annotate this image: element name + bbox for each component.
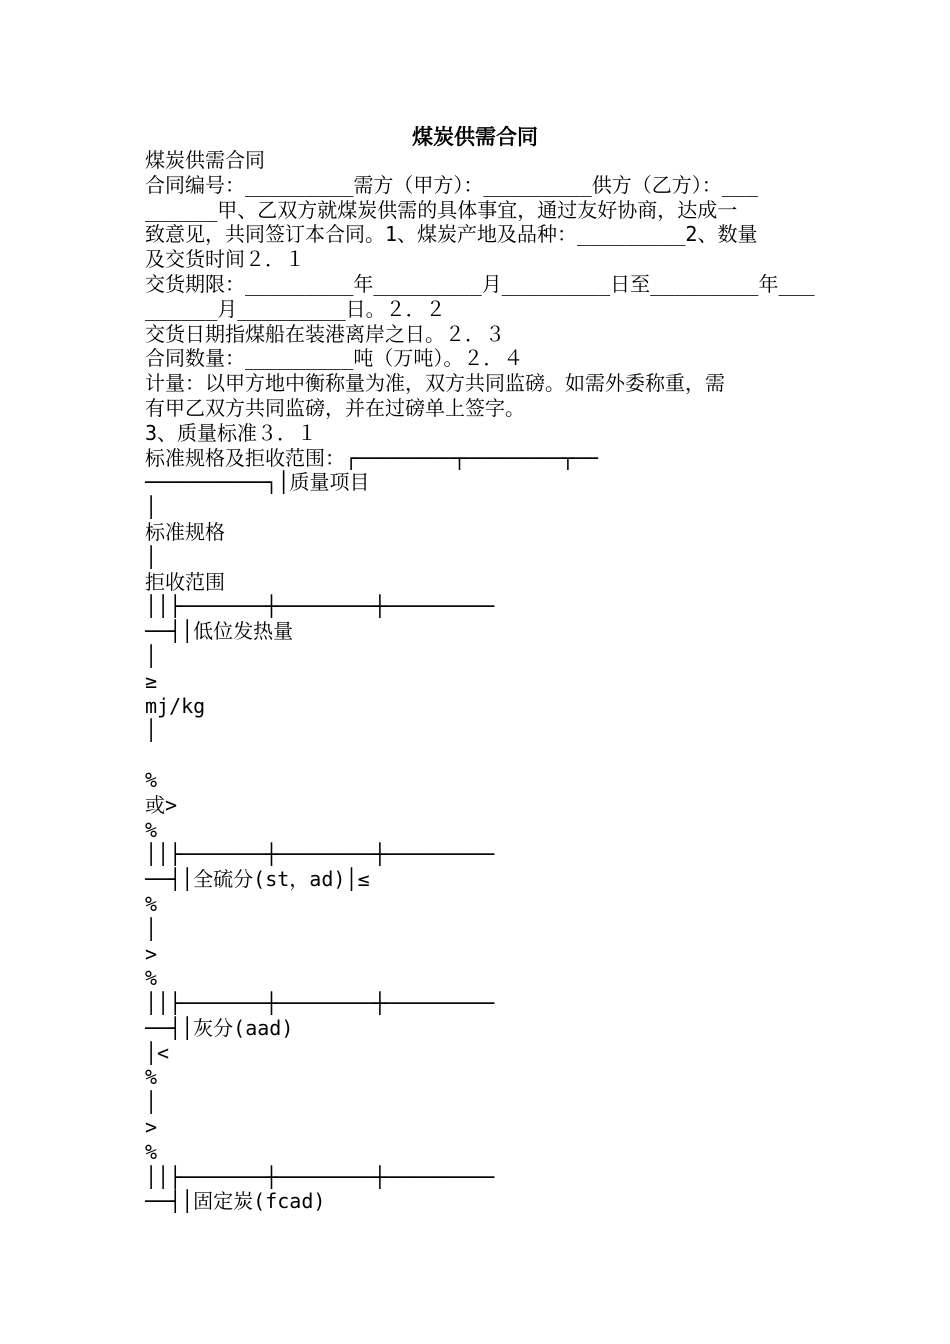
- document-line: 及交货时间２．１: [145, 247, 305, 272]
- document-line: │<: [145, 1040, 170, 1065]
- document-line: >: [145, 1115, 158, 1140]
- document-line: %: [145, 817, 158, 842]
- document-line: ──┤│低位发热量: [145, 619, 294, 644]
- document-line: ──┤│全硫分(st，ad)│≤: [145, 867, 370, 892]
- document-line: 拒收范围: [145, 569, 225, 594]
- document-line: ──────────┐│质量项目: [145, 470, 370, 495]
- document-line: │: [145, 544, 158, 569]
- document-line: [145, 743, 805, 768]
- document-line: 交货日期指煤船在装港离岸之日。２．３: [145, 321, 505, 346]
- document-line: %: [145, 891, 158, 916]
- document-line: ──┤│灰分(aad): [145, 1015, 294, 1040]
- document-line: %: [145, 1065, 158, 1090]
- document-line: ──┤│固定炭(fcad): [145, 1189, 326, 1214]
- document-line: 或>: [145, 792, 178, 817]
- document-line: %: [145, 767, 158, 792]
- document-line: 有甲乙双方共同监磅，并在过磅单上签字。: [145, 395, 525, 420]
- document-line: │: [145, 1090, 158, 1115]
- document-line: 标准规格: [145, 519, 225, 544]
- document-line: 3、质量标准３．１: [145, 420, 318, 445]
- document-line: >: [145, 941, 158, 966]
- document-line: %: [145, 1139, 158, 1164]
- document-line: mj/kg: [145, 693, 206, 718]
- document-line: 计量：以甲方地中衡称量为准，双方共同监磅。如需外委称重，需: [145, 371, 725, 396]
- document-line: 煤炭供需合同: [145, 148, 265, 172]
- document-line: │: [145, 718, 158, 743]
- document-line: ││├───────┼────────┼─────────: [145, 842, 495, 867]
- document-line: 合同数量：_________吨（万吨）。２．４: [145, 346, 524, 371]
- document-line: 交货期限：_________年_________月_________日至_________年___: [145, 271, 815, 296]
- document-line: 致意见，共同签订本合同。1、煤炭产地及品种：_________2、数量: [145, 222, 758, 247]
- document-line: ≥: [145, 668, 158, 693]
- document-line: ______甲、乙双方就煤炭供需的具体事宜，通过友好协商，达成一: [145, 197, 738, 222]
- document-line: ││├───────┼────────┼─────────: [145, 594, 495, 619]
- document-line: ││├───────┼────────┼─────────: [145, 991, 495, 1016]
- document-line: ______月_________日。２．２: [145, 296, 446, 321]
- document-line: 合同编号：_________需方（甲方）：_________供方（乙方）：___: [145, 172, 758, 197]
- document-title: 煤炭供需合同: [412, 124, 538, 149]
- document-line: │: [145, 495, 158, 520]
- document-line: 标准规格及拒收范围：┌────────┬────────┬──: [145, 445, 598, 470]
- document-line: ││├───────┼────────┼─────────: [145, 1164, 495, 1189]
- document-body: [145, 148, 815, 1214]
- document-line: │: [145, 916, 158, 941]
- document-line: %: [145, 966, 158, 991]
- document-line: │: [145, 643, 158, 668]
